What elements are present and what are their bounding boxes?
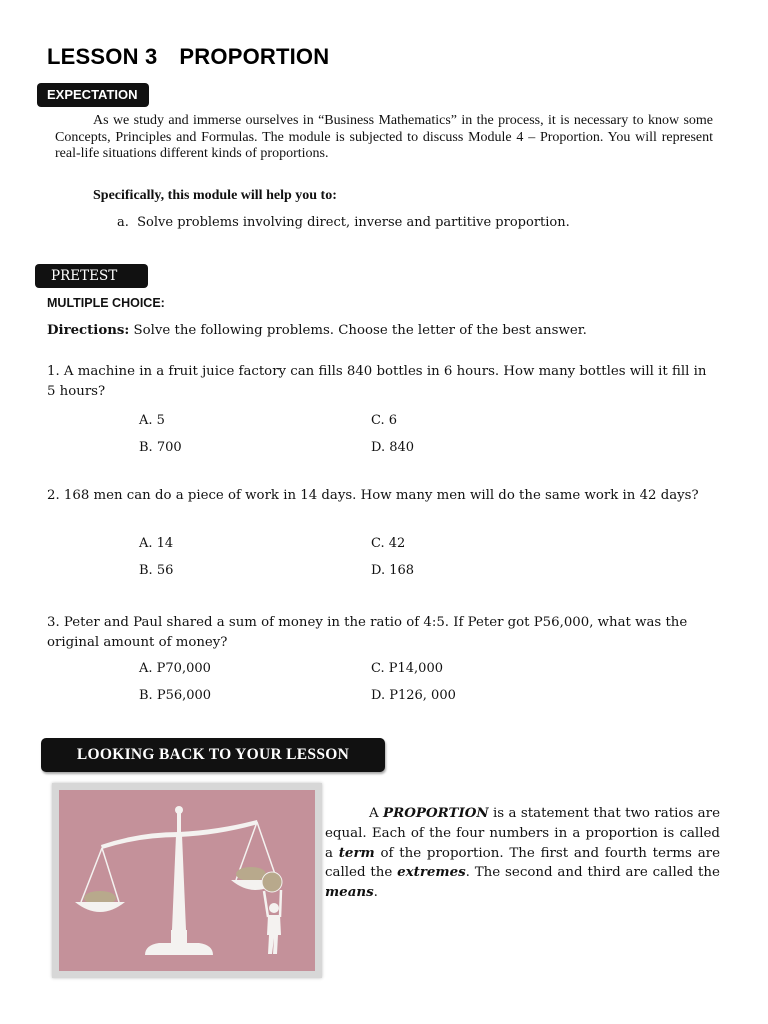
directions-text: Solve the following problems. Choose the letter of the best answer. [133,323,587,338]
question-1: 1. A machine in a fruit juice factory can fills 840 bottles in 6 hours. How many bottles will it fill in 5 hours? [47,364,707,399]
expectation-label: EXPECTATION [37,83,149,107]
balance-scale-illustration-icon [59,790,315,971]
question-1-option-b[interactable]: B. 700 [139,440,182,455]
balance-scale-figure [52,783,322,978]
definition-text-1: A [369,806,384,821]
question-3-option-c[interactable]: C. P14,000 [371,661,443,676]
question-3-option-b[interactable]: B. P56,000 [139,688,212,703]
term-proportion: PROPORTION [383,805,489,821]
expectation-text: As we study and immerse ourselves in “Business Mathematics” in the process, it is necessary to know some Concepts, Principles and Formulas. The module is subjected to discuss Module 4 – Proportion. You will represent real-life situations different kinds of proportions. [55,113,713,162]
expectation-paragraph [55,113,713,163]
objective-a [117,215,570,230]
term-means: means [325,884,374,901]
question-1-option-c[interactable]: C. 6 [371,413,398,428]
lesson-number: LESSON 3 [47,44,158,69]
directions [47,323,587,338]
definition-text-5: . [373,885,378,901]
definition-text-3: of the proportion. The first and fourth terms are called the [325,845,720,881]
looking-back-label: LOOKING BACK TO YOUR LESSON [41,738,385,772]
multiple-choice-heading: MULTIPLE CHOICE: [47,296,165,310]
question-3-option-a[interactable]: A. P70,000 [139,661,211,676]
question-3-option-d[interactable]: D. P126, 000 [371,688,456,703]
proportion-definition [325,804,720,903]
lesson-title [47,44,329,70]
question-2-option-c[interactable]: C. 42 [371,536,406,551]
question-3: 3. Peter and Paul shared a sum of money in the ratio of 4:5. If Peter got P56,000, what was the original amount of money? [47,615,688,650]
objective-text: Solve problems involving direct, inverse and partitive proportion. [137,215,570,230]
question-2-option-d[interactable]: D. 168 [371,563,415,578]
directions-label: Directions: [47,323,130,338]
objective-letter: a. [117,215,129,230]
term-term: term [338,844,375,861]
question-1-option-a[interactable]: A. 5 [139,413,165,428]
question-2-option-a[interactable]: A. 14 [139,536,174,551]
lesson-topic: PROPORTION [179,44,330,69]
question-1-option-d[interactable]: D. 840 [371,440,415,455]
term-extremes: extremes [397,864,466,881]
question-2-option-b[interactable]: B. 56 [139,563,174,578]
specifically-heading: Specifically, this module will help you to: [93,188,337,203]
definition-text-4: . The second and third are called the [465,865,720,881]
question-2: 2. 168 men can do a piece of work in 14 days. How many men will do the same work in 42 days? [47,488,699,503]
definition-text-2: is a statement that two ratios are equal. Each of the four numbers in a proportion is called a [325,806,720,861]
pretest-label: PRETEST [35,264,148,288]
